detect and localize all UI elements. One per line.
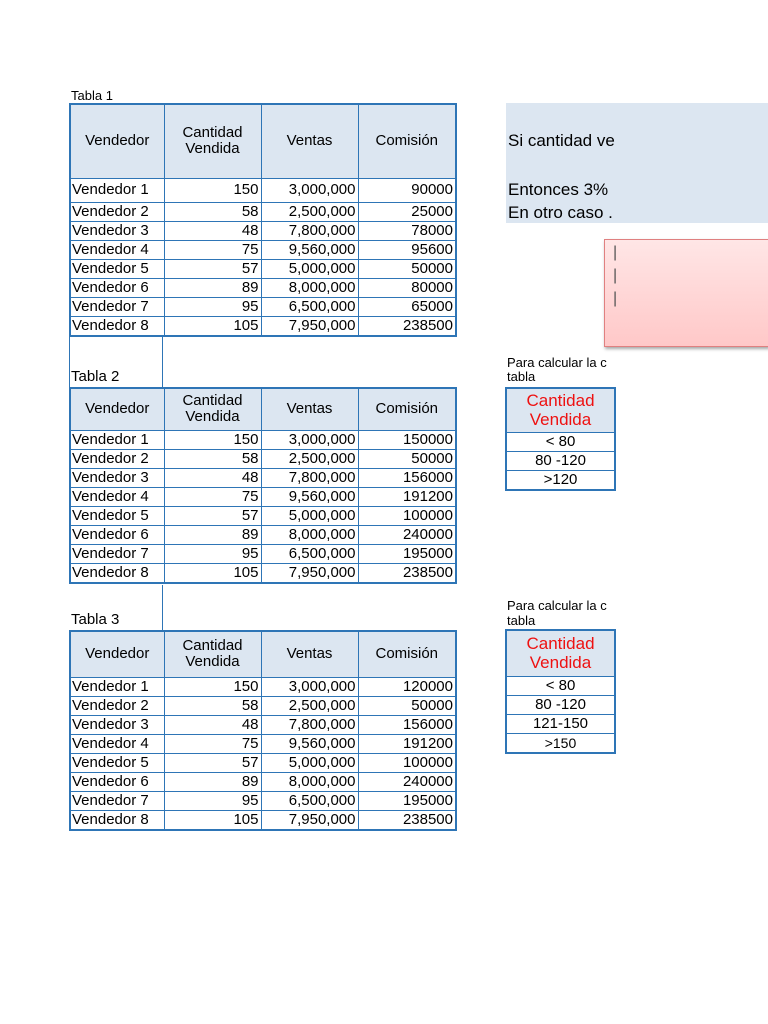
cell-cantidad: 150 bbox=[164, 178, 261, 202]
cell-cantidad: 75 bbox=[164, 734, 261, 753]
table-1 bbox=[69, 103, 457, 337]
table-row bbox=[70, 563, 456, 583]
cell-comision: 191200 bbox=[358, 734, 456, 753]
caption-line: Para calcular la c bbox=[507, 356, 607, 370]
column-header: Ventas bbox=[261, 388, 358, 430]
cell-ventas: 7,950,000 bbox=[261, 810, 358, 830]
cell-comision: 195000 bbox=[358, 544, 456, 563]
table-row bbox=[70, 202, 456, 221]
cell-ventas: 2,500,000 bbox=[261, 696, 358, 715]
cell-comision: 240000 bbox=[358, 525, 456, 544]
cell-vendedor: Vendedor 4 bbox=[70, 487, 164, 506]
table-3-caption: Tabla 3 bbox=[71, 611, 120, 628]
table-row bbox=[70, 259, 456, 278]
table-row bbox=[70, 297, 456, 316]
cell-vendedor: Vendedor 8 bbox=[70, 563, 164, 583]
table-row bbox=[70, 487, 456, 506]
cell-ventas: 7,800,000 bbox=[261, 221, 358, 240]
cell-ventas: 3,000,000 bbox=[261, 178, 358, 202]
side-table-1-caption bbox=[507, 356, 616, 384]
table-3-body bbox=[70, 677, 456, 830]
table-row bbox=[70, 506, 456, 525]
cell-vendedor: Vendedor 3 bbox=[70, 468, 164, 487]
table-row bbox=[70, 734, 456, 753]
column-header: Vendedor bbox=[70, 104, 164, 178]
note-mark: | bbox=[613, 290, 618, 307]
table-row bbox=[70, 696, 456, 715]
cell-comision: 50000 bbox=[358, 696, 456, 715]
cell-vendedor: Vendedor 3 bbox=[70, 221, 164, 240]
cell-ventas: 8,000,000 bbox=[261, 772, 358, 791]
column-header: Comisión bbox=[358, 631, 456, 677]
table-row bbox=[70, 525, 456, 544]
cell-ventas: 7,800,000 bbox=[261, 468, 358, 487]
cell-cantidad: 89 bbox=[164, 772, 261, 791]
cell-ventas: 7,800,000 bbox=[261, 715, 358, 734]
column-divider bbox=[162, 585, 163, 630]
table-row bbox=[70, 316, 456, 336]
table-row bbox=[70, 240, 456, 259]
side-row: 121-150 bbox=[506, 714, 615, 733]
cell-vendedor: Vendedor 8 bbox=[70, 316, 164, 336]
side-table-1 bbox=[505, 387, 616, 491]
column-header: Cantidad Vendida bbox=[164, 104, 261, 178]
table-row bbox=[70, 772, 456, 791]
cell-cantidad: 150 bbox=[164, 430, 261, 449]
table-row bbox=[70, 677, 456, 696]
cell-cantidad: 89 bbox=[164, 525, 261, 544]
cell-comision: 238500 bbox=[358, 563, 456, 583]
condition-line-3: En otro caso . bbox=[508, 203, 613, 222]
column-header: Cantidad Vendida bbox=[164, 388, 261, 430]
cell-comision: 65000 bbox=[358, 297, 456, 316]
cell-comision: 238500 bbox=[358, 316, 456, 336]
cell-ventas: 5,000,000 bbox=[261, 506, 358, 525]
table-row bbox=[70, 753, 456, 772]
table-row bbox=[70, 221, 456, 240]
cell-comision: 150000 bbox=[358, 430, 456, 449]
table-row bbox=[70, 715, 456, 734]
cell-vendedor: Vendedor 3 bbox=[70, 715, 164, 734]
caption-line: tabla bbox=[507, 613, 536, 628]
cell-cantidad: 89 bbox=[164, 278, 261, 297]
table-row bbox=[70, 278, 456, 297]
column-divider bbox=[69, 337, 70, 387]
note-mark: | bbox=[613, 244, 618, 261]
cell-ventas: 6,500,000 bbox=[261, 544, 358, 563]
table-row bbox=[70, 449, 456, 468]
table-row bbox=[70, 178, 456, 202]
cell-ventas: 9,560,000 bbox=[261, 734, 358, 753]
column-header: Comisión bbox=[358, 104, 456, 178]
cell-vendedor: Vendedor 5 bbox=[70, 506, 164, 525]
table-row bbox=[70, 791, 456, 810]
cell-ventas: 3,000,000 bbox=[261, 677, 358, 696]
cell-vendedor: Vendedor 5 bbox=[70, 259, 164, 278]
cell-cantidad: 75 bbox=[164, 487, 261, 506]
cell-ventas: 9,560,000 bbox=[261, 487, 358, 506]
side-table-2 bbox=[505, 629, 616, 754]
column-header: Ventas bbox=[261, 104, 358, 178]
cell-ventas: 5,000,000 bbox=[261, 259, 358, 278]
cell-vendedor: Vendedor 2 bbox=[70, 202, 164, 221]
side-row: 80 -120 bbox=[506, 695, 615, 714]
table-row bbox=[70, 810, 456, 830]
cell-comision: 195000 bbox=[358, 791, 456, 810]
cell-cantidad: 150 bbox=[164, 677, 261, 696]
cell-vendedor: Vendedor 8 bbox=[70, 810, 164, 830]
cell-comision: 80000 bbox=[358, 278, 456, 297]
cell-ventas: 7,950,000 bbox=[261, 563, 358, 583]
cell-vendedor: Vendedor 1 bbox=[70, 430, 164, 449]
column-header: Ventas bbox=[261, 631, 358, 677]
side-row: >150 bbox=[506, 733, 615, 753]
cell-comision: 156000 bbox=[358, 468, 456, 487]
cell-cantidad: 57 bbox=[164, 506, 261, 525]
cell-comision: 191200 bbox=[358, 487, 456, 506]
table-row bbox=[70, 430, 456, 449]
cell-comision: 78000 bbox=[358, 221, 456, 240]
side-row: >120 bbox=[506, 470, 615, 490]
cell-cantidad: 57 bbox=[164, 259, 261, 278]
side-row: 80 -120 bbox=[506, 451, 615, 470]
cell-ventas: 8,000,000 bbox=[261, 278, 358, 297]
column-header: Comisión bbox=[358, 388, 456, 430]
column-header: Cantidad Vendida bbox=[164, 631, 261, 677]
column-header: Vendedor bbox=[70, 631, 164, 677]
cell-vendedor: Vendedor 6 bbox=[70, 278, 164, 297]
column-header: Vendedor bbox=[70, 388, 164, 430]
condition-line-2: Entonces 3% bbox=[508, 180, 609, 199]
cell-cantidad: 48 bbox=[164, 221, 261, 240]
cell-cantidad: 57 bbox=[164, 753, 261, 772]
caption-line: tabla bbox=[507, 369, 536, 384]
cell-cantidad: 58 bbox=[164, 696, 261, 715]
cell-vendedor: Vendedor 6 bbox=[70, 772, 164, 791]
side-row: < 80 bbox=[506, 432, 615, 451]
cell-comision: 156000 bbox=[358, 715, 456, 734]
side-header: Cantidad Vendida bbox=[506, 630, 615, 676]
cell-vendedor: Vendedor 1 bbox=[70, 677, 164, 696]
table-3 bbox=[69, 630, 457, 831]
cell-vendedor: Vendedor 4 bbox=[70, 240, 164, 259]
table-1-caption: Tabla 1 bbox=[71, 88, 113, 103]
cell-cantidad: 58 bbox=[164, 202, 261, 221]
cell-cantidad: 105 bbox=[164, 810, 261, 830]
cell-ventas: 2,500,000 bbox=[261, 449, 358, 468]
cell-comision: 240000 bbox=[358, 772, 456, 791]
note-mark: | bbox=[613, 267, 618, 284]
cell-ventas: 9,560,000 bbox=[261, 240, 358, 259]
cell-ventas: 5,000,000 bbox=[261, 753, 358, 772]
side-header: Cantidad Vendida bbox=[506, 388, 615, 432]
side-table-2-caption bbox=[507, 598, 616, 628]
cell-vendedor: Vendedor 2 bbox=[70, 449, 164, 468]
side-row: < 80 bbox=[506, 676, 615, 695]
condition-box-overflow bbox=[616, 103, 768, 223]
note-box bbox=[604, 239, 768, 347]
cell-comision: 238500 bbox=[358, 810, 456, 830]
cell-cantidad: 95 bbox=[164, 791, 261, 810]
column-divider bbox=[162, 337, 163, 387]
table-row bbox=[70, 544, 456, 563]
cell-ventas: 6,500,000 bbox=[261, 297, 358, 316]
cell-ventas: 2,500,000 bbox=[261, 202, 358, 221]
cell-comision: 50000 bbox=[358, 449, 456, 468]
cell-comision: 50000 bbox=[358, 259, 456, 278]
cell-vendedor: Vendedor 2 bbox=[70, 696, 164, 715]
cell-cantidad: 75 bbox=[164, 240, 261, 259]
cell-ventas: 7,950,000 bbox=[261, 316, 358, 336]
cell-vendedor: Vendedor 7 bbox=[70, 544, 164, 563]
cell-vendedor: Vendedor 7 bbox=[70, 297, 164, 316]
cell-cantidad: 58 bbox=[164, 449, 261, 468]
cell-vendedor: Vendedor 4 bbox=[70, 734, 164, 753]
cell-cantidad: 95 bbox=[164, 297, 261, 316]
table-1-body bbox=[70, 178, 456, 336]
condition-line-1: Si cantidad ve bbox=[508, 131, 615, 150]
cell-ventas: 3,000,000 bbox=[261, 430, 358, 449]
table-row bbox=[70, 468, 456, 487]
cell-ventas: 8,000,000 bbox=[261, 525, 358, 544]
cell-vendedor: Vendedor 5 bbox=[70, 753, 164, 772]
cell-cantidad: 95 bbox=[164, 544, 261, 563]
cell-comision: 120000 bbox=[358, 677, 456, 696]
cell-cantidad: 105 bbox=[164, 316, 261, 336]
cell-vendedor: Vendedor 1 bbox=[70, 178, 164, 202]
cell-cantidad: 105 bbox=[164, 563, 261, 583]
cell-comision: 100000 bbox=[358, 506, 456, 525]
cell-comision: 90000 bbox=[358, 178, 456, 202]
cell-cantidad: 48 bbox=[164, 468, 261, 487]
cell-vendedor: Vendedor 7 bbox=[70, 791, 164, 810]
cell-ventas: 6,500,000 bbox=[261, 791, 358, 810]
caption-line: Para calcular la c bbox=[507, 598, 607, 613]
table-2 bbox=[69, 387, 457, 584]
cell-vendedor: Vendedor 6 bbox=[70, 525, 164, 544]
table-2-body bbox=[70, 430, 456, 583]
cell-comision: 95600 bbox=[358, 240, 456, 259]
table-2-caption: Tabla 2 bbox=[71, 368, 120, 385]
cell-cantidad: 48 bbox=[164, 715, 261, 734]
cell-comision: 100000 bbox=[358, 753, 456, 772]
cell-comision: 25000 bbox=[358, 202, 456, 221]
